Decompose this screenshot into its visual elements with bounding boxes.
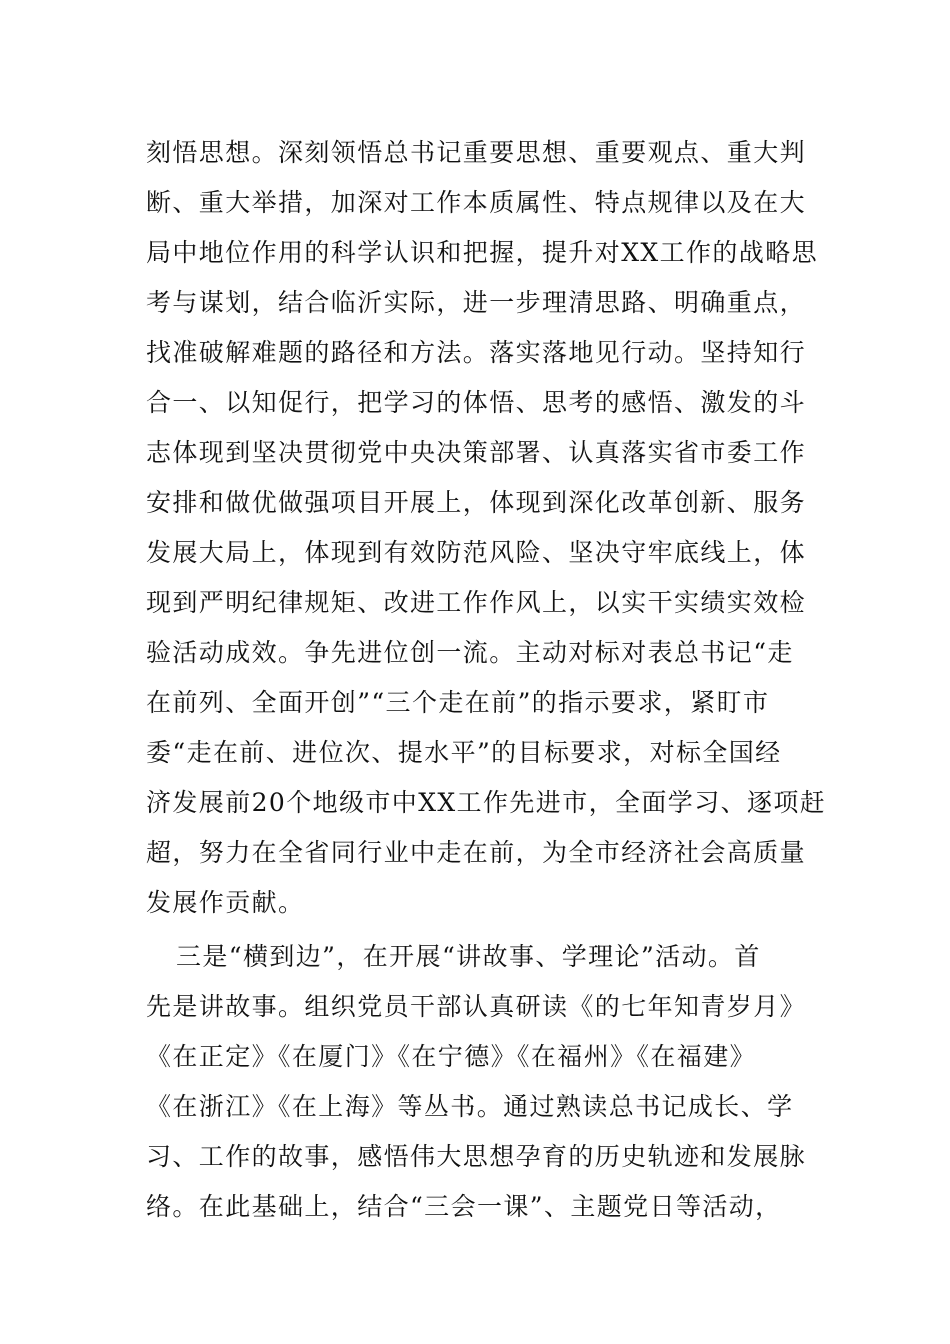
text-line: 《在正定》《在厦门》《在宁德》《在福州》《在福建》 — [146, 1042, 757, 1071]
text-line: 济发展前20个地级市中XX工作先进市，全面学习、逐项赶 — [146, 788, 827, 817]
text-line: 局中地位作用的科学认识和把握，提升对XX工作的战略思 — [146, 238, 818, 267]
text-line: 习、工作的故事，感悟伟大思想孕育的历史轨迹和发展脉 — [146, 1142, 807, 1171]
text-line: 超，努力在全省同行业中走在前，为全市经济社会高质量 — [146, 838, 807, 867]
text-line: 络。在此基础上，结合“三会一课”、主题党日等活动， — [146, 1192, 782, 1221]
text-line: 验活动成效。争先进位创一流。主动对标对表总书记“走 — [146, 638, 794, 667]
text-line: 断、重大举措，加深对工作本质属性、特点规律以及在大 — [146, 188, 807, 217]
text-line: 找准破解难题的路径和方法。落实落地见行动。坚持知行 — [146, 338, 807, 367]
text-line: 安排和做优做强项目开展上，体现到深化改革创新、服务 — [146, 488, 807, 517]
text-line: 委“走在前、进位次、提水平”的目标要求，对标全国经 — [146, 738, 782, 767]
paragraph-first-line: 三是“横到边”，在开展“讲故事、学理论”活动。首 — [176, 942, 761, 971]
text-line: 刻悟思想。深刻领悟总书记重要思想、重要观点、重大判 — [146, 138, 807, 167]
text-line: 《在浙江》《在上海》等丛书。通过熟读总书记成长、学 — [146, 1092, 794, 1121]
text-line: 合一、以知促行，把学习的体悟、思考的感悟、激发的斗 — [146, 388, 807, 417]
text-line: 志体现到坚决贯彻党中央决策部署、认真落实省市委工作 — [146, 438, 807, 467]
text-line: 发展作贡献。 — [146, 888, 305, 917]
text-line: 现到严明纪律规矩、改进工作作风上，以实干实绩实效检 — [146, 588, 807, 617]
text-line: 考与谋划，结合临沂实际，进一步理清思路、明确重点， — [146, 288, 807, 317]
text-line: 先是讲故事。组织党员干部认真研读《的七年知青岁月》 — [146, 992, 807, 1021]
text-line: 发展大局上，体现到有效防范风险、坚决守牢底线上，体 — [146, 538, 807, 567]
text-line: 在前列、全面开创”“三个走在前”的指示要求，紧盯市 — [146, 688, 770, 717]
